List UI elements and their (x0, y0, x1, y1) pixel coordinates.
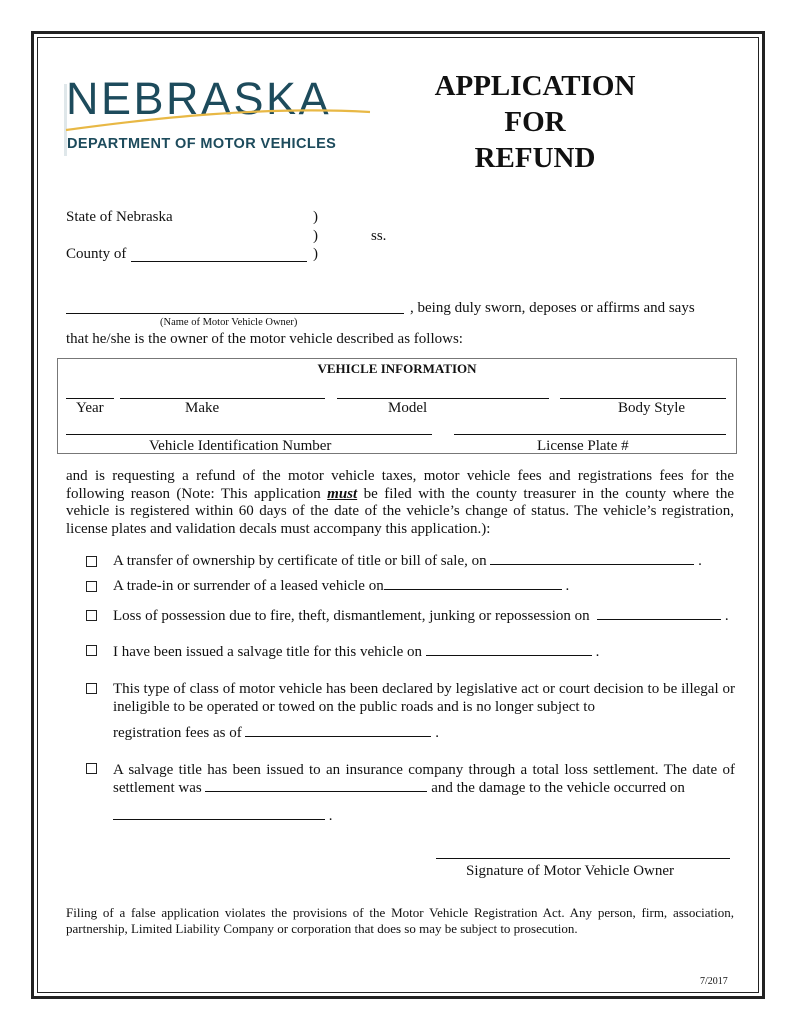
body-style-label: Body Style (618, 400, 686, 416)
county-field[interactable] (131, 261, 307, 262)
revision-date: 7/2017 (700, 976, 728, 987)
title-line-1: APPLICATION (434, 70, 636, 102)
reason-emphasis-must: must (327, 485, 358, 502)
vin-field[interactable] (66, 434, 432, 435)
option-4-text: I have been issued a salvage title for this vehicle on . (113, 644, 600, 660)
option-4-checkbox[interactable] (86, 645, 97, 656)
reason-paragraph (66, 468, 734, 538)
option-2-date-field[interactable] (384, 589, 562, 590)
form-title (410, 68, 660, 176)
option-1-date-field[interactable] (490, 564, 694, 565)
logo-wordmark: NEBRASKA (66, 73, 332, 124)
option-5-text: This type of class of motor vehicle has been declared by legislative act or court decision to be illegal or ineligible to be operated or towed on the public roads and is no longer subject to (113, 681, 735, 715)
reason-text-after: be filed with the county treasurer in the county where the vehicle is registered within 60 days of the date of the vehicle’s change of status. The vehicle’s registration, license plates and validation decals must accompany this application.): (66, 485, 735, 537)
option-1-text: A transfer of ownership by certificate of title or bill of sale, on . (113, 553, 702, 569)
option-3-date-field[interactable] (597, 619, 721, 620)
false-application-warning: Filing of a false application violates the provisions of the Motor Vehicle Registration Act. Any person, firm, association, partnership, Limited Liability Company or corporation that does so may be subject to prosecution. (66, 905, 734, 936)
owner-name-field[interactable] (66, 313, 404, 314)
paren-2: ) (313, 228, 318, 244)
owner-name-caption: (Name of Motor Vehicle Owner) (160, 317, 298, 328)
signature-caption: Signature of Motor Vehicle Owner (466, 863, 675, 879)
state-label: State of Nebraska (66, 209, 173, 225)
option-1-checkbox[interactable] (86, 556, 97, 567)
option-6-checkbox[interactable] (86, 763, 97, 774)
option-6-settlement-date-field[interactable] (205, 791, 427, 792)
option-5-line2: registration fees as of . (113, 725, 439, 741)
logo-swoosh-icon (64, 96, 374, 136)
owner-continuation: that he/she is the owner of the motor vehicle described as follows: (66, 331, 463, 347)
model-field[interactable] (337, 398, 549, 399)
option-6-damage-date-field[interactable] (113, 819, 325, 820)
paren-1: ) (313, 209, 318, 225)
option-6-text: A salvage title has been issued to an insurance company through a total loss settlement. The date of settlement was and the damage to the vehicle occurred on (113, 762, 735, 796)
vehicle-info-heading: VEHICLE INFORMATION (317, 361, 477, 376)
option-2-checkbox[interactable] (86, 581, 97, 592)
option-6-line3: . (113, 807, 333, 825)
option-4-date-field[interactable] (426, 655, 592, 656)
option-2-text: A trade-in or surrender of a leased vehicle on . (113, 578, 570, 594)
make-label: Make (185, 400, 220, 416)
logo-subtitle: DEPARTMENT OF MOTOR VEHICLES (67, 136, 337, 152)
sworn-text: , being duly sworn, deposes or affirms and says (410, 300, 695, 316)
county-label: County of (66, 246, 127, 262)
option-5-date-field[interactable] (245, 736, 431, 737)
signature-field[interactable] (436, 858, 730, 859)
option-3-text: Loss of possession due to fire, theft, dismantlement, junking or repossession on . (113, 608, 729, 624)
make-field[interactable] (120, 398, 325, 399)
license-plate-label: License Plate # (537, 438, 629, 454)
option-3-checkbox[interactable] (86, 610, 97, 621)
license-plate-field[interactable] (454, 434, 726, 435)
title-line-3: REFUND (474, 142, 596, 174)
reason-text-before: and is requesting a refund of the motor vehicle taxes, motor vehicle fees and registrations fees for the following reason (Note: This application (66, 468, 734, 502)
ss-label: ss. (371, 228, 387, 244)
option-5-checkbox[interactable] (86, 683, 97, 694)
vin-label: Vehicle Identification Number (149, 438, 332, 454)
year-label: Year (76, 400, 104, 416)
paren-3: ) (313, 246, 318, 262)
title-line-2: FOR (504, 106, 566, 138)
model-label: Model (388, 400, 428, 416)
